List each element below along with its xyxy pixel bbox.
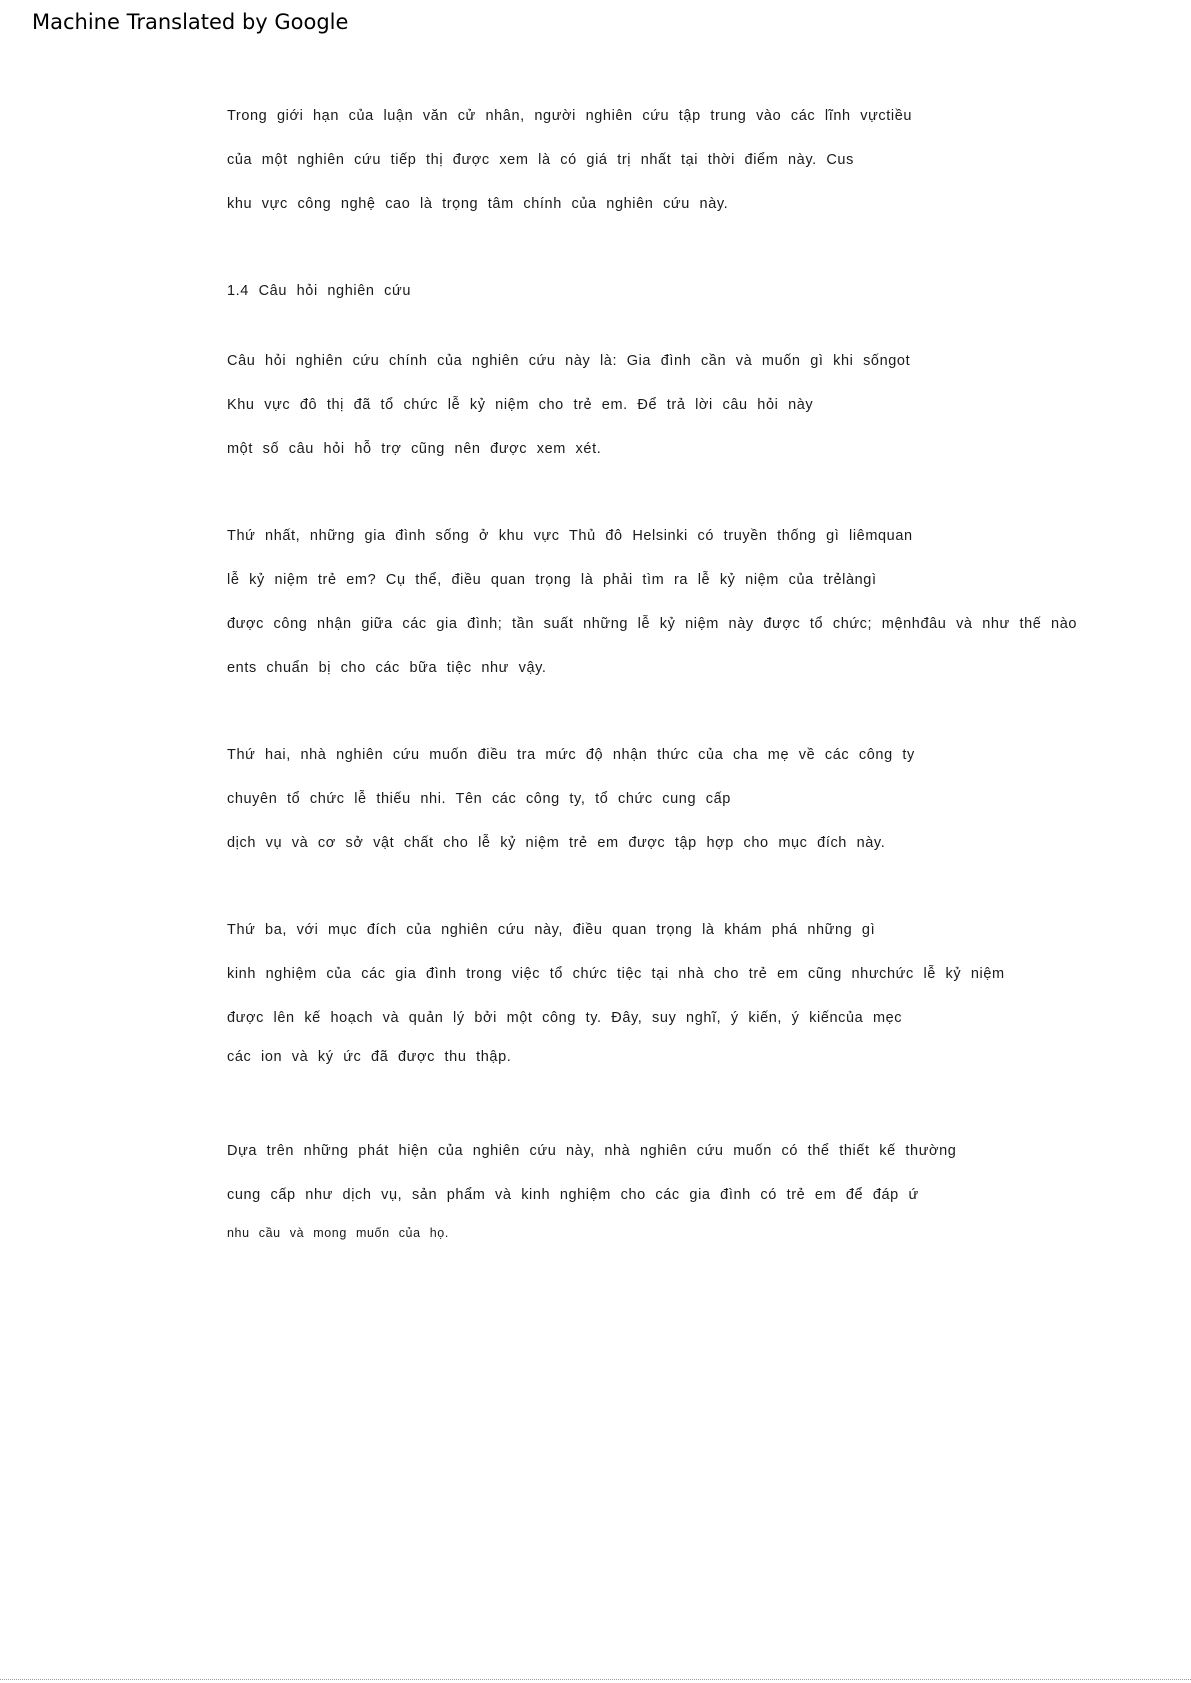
paragraph-6-line-1: Dựa trên những phát hiện của nghiên cứu này, nhà nghiên cứu muốn có thể thiết kế thường (227, 1143, 957, 1159)
paragraph-5-line-4: các ion và ký ức đã được thu thập. (227, 1049, 512, 1065)
paragraph-5-line-1: Thứ ba, với mục đích của nghiên cứu này, điều quan trọng là khám phá những gì (227, 922, 876, 938)
paragraph-2-line-1: Câu hỏi nghiên cứu chính của nghiên cứu này là: Gia đình cần và muốn gì khi sốngot (227, 353, 911, 369)
paragraph-6-line-2: cung cấp như dịch vụ, sản phẩm và kinh nghiệm cho các gia đình có trẻ em để đáp ứ (227, 1187, 919, 1203)
paragraph-3-line-2: lễ kỷ niệm trẻ em? Cụ thể, điều quan trọng là phải tìm ra lễ kỷ niệm của trẻlàngì (227, 572, 877, 588)
paragraph-1-line-3: khu vực công nghệ cao là trọng tâm chính của nghiên cứu này. (227, 196, 729, 212)
paragraph-4-line-1: Thứ hai, nhà nghiên cứu muốn điều tra mức độ nhận thức của cha mẹ về các công ty (227, 747, 915, 763)
paragraph-2-line-2: Khu vực đô thị đã tổ chức lễ kỷ niệm cho trẻ em. Để trả lời câu hỏi này (227, 397, 814, 413)
paragraph-3-line-3: được công nhận giữa các gia đình; tần suất những lễ kỷ niệm này được tổ chức; mệnhđâu và như thế nào (227, 616, 1078, 632)
page-bottom-divider (0, 1679, 1191, 1680)
paragraph-5-line-2: kinh nghiệm của các gia đình trong việc tổ chức tiệc tại nhà cho trẻ em cũng nhưchức lễ kỷ niệm (227, 966, 1005, 982)
machine-translation-banner: Machine Translated by Google (32, 10, 349, 34)
paragraph-3-line-4: ents chuẩn bị cho các bữa tiệc như vậy. (227, 660, 547, 676)
paragraph-6-line-3: nhu cầu và mong muốn của họ. (227, 1226, 449, 1240)
paragraph-1-line-2: của một nghiên cứu tiếp thị được xem là có giá trị nhất tại thời điểm này. Cus (227, 152, 854, 168)
paragraph-5-line-3: được lên kế hoạch và quản lý bởi một công ty. Đây, suy nghĩ, ý kiến, ý kiếncủa mẹc (227, 1010, 903, 1026)
paragraph-4-line-2: chuyên tổ chức lễ thiếu nhi. Tên các công ty, tổ chức cung cấp (227, 791, 731, 807)
paragraph-3-line-1: Thứ nhất, những gia đình sống ở khu vực Thủ đô Helsinki có truyền thống gì liêmquan (227, 528, 913, 544)
paragraph-2-line-3: một số câu hỏi hỗ trợ cũng nên được xem xét. (227, 441, 602, 457)
paragraph-1-line-1: Trong giới hạn của luận văn cử nhân, người nghiên cứu tập trung vào các lĩnh vựctiều (227, 108, 913, 124)
section-heading-1-4: 1.4 Câu hỏi nghiên cứu (227, 283, 411, 299)
paragraph-4-line-3: dịch vụ và cơ sở vật chất cho lễ kỷ niệm trẻ em được tập hợp cho mục đích này. (227, 835, 886, 851)
